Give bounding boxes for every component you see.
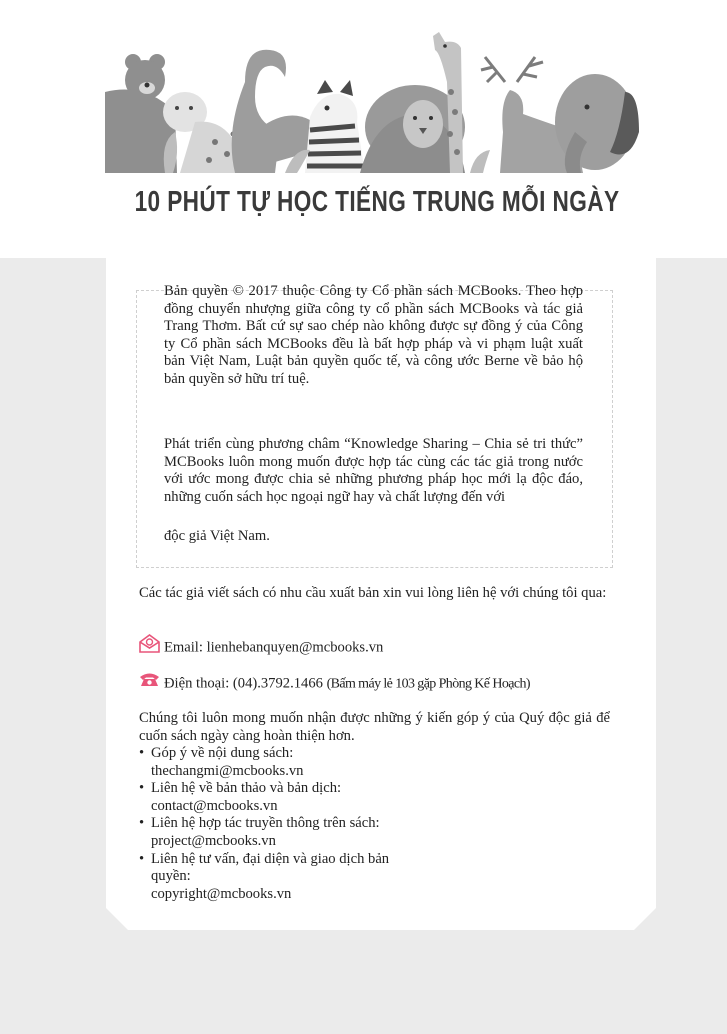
- telephone-icon: [139, 672, 160, 693]
- feedback-contact-list: [139, 745, 399, 903]
- phone-value[interactable]: (04).3792.1466: [232, 675, 323, 692]
- email-label: Email:: [164, 639, 203, 656]
- phone-line: [139, 674, 610, 695]
- contact-item-email[interactable]: copyright@mcbooks.vn: [151, 885, 292, 902]
- list-item: [139, 780, 399, 815]
- book-title: 10 PHÚT TỰ HỌC TIẾNG TRUNG MỖI NGÀY: [134, 186, 620, 218]
- zebra-illustration: [305, 80, 365, 173]
- list-item: [139, 745, 399, 780]
- envelope-icon: [139, 634, 160, 659]
- copyright-paragraph: Bản quyền © 2017 thuộc Công ty Cổ phần sách MCBooks. Theo hợp đồng chuyển nhượng giữa công ty cổ phần sách MCBooks và tác giả Trang Thơm. Bất cứ sự sao chép nào không được sự đồng ý của Công ty Cổ phần sách MCBooks đều là bất hợp pháp và vi phạm luật xuất bản Việt Nam, Luật bản quyền quốc tế, và công ước Berne về bảo hộ bản quyền sở hữu trí tuệ.: [164, 283, 583, 387]
- copyright-notice-box: [136, 283, 613, 568]
- mission-paragraph-end: độc giả Việt Nam.: [164, 528, 270, 544]
- animal-illustration-banner: [105, 22, 639, 173]
- list-item: [139, 851, 399, 904]
- email-line: [139, 636, 610, 661]
- contact-item-label: Góp ý về nội dung sách:: [151, 745, 294, 761]
- contact-item-email[interactable]: project@mcbooks.vn: [151, 832, 276, 849]
- elephant-illustration: [555, 74, 639, 173]
- contact-item-label: Liên hệ hợp tác truyền thông trên sách:: [151, 815, 380, 832]
- mission-paragraph: Phát triển cùng phương châm “Knowledge Sharing – Chia sẻ tri thức” MCBooks luôn mong muốn được hợp tác cùng các tác giả trong nước với ước mong được chia sẻ những phương pháp học mới lạ độc đáo, những cuốn sách học ngoại ngữ hay và chất lượng đến với: [164, 436, 583, 505]
- feedback-intro: Chúng tôi luôn mong muốn nhận được những ý kiến góp ý của Quý độc giả để cuốn sách ngày càng hoàn thiện hơn.: [139, 710, 610, 744]
- list-item: [139, 815, 399, 850]
- contact-item-email[interactable]: thechangmi@mcbooks.vn: [151, 762, 304, 779]
- phone-label: Điện thoại:: [164, 675, 230, 692]
- email-value[interactable]: lienhebanquyen@mcbooks.vn: [206, 639, 384, 656]
- contact-item-label: Liên hệ tư vấn, đại diện và giao dịch bản quyền:: [151, 850, 390, 885]
- deer-illustration: [481, 57, 543, 82]
- contact-intro: Các tác giả viết sách có nhu cầu xuất bản xin vui lòng liên hệ với chúng tôi qua:: [139, 585, 607, 601]
- contact-item-label: Liên hệ về bản thảo và bản dịch:: [151, 780, 342, 797]
- contact-item-email[interactable]: contact@mcbooks.vn: [151, 797, 278, 814]
- phone-extension-note: (Bấm máy lẻ 103 gặp Phòng Kế Hoạch): [326, 676, 530, 692]
